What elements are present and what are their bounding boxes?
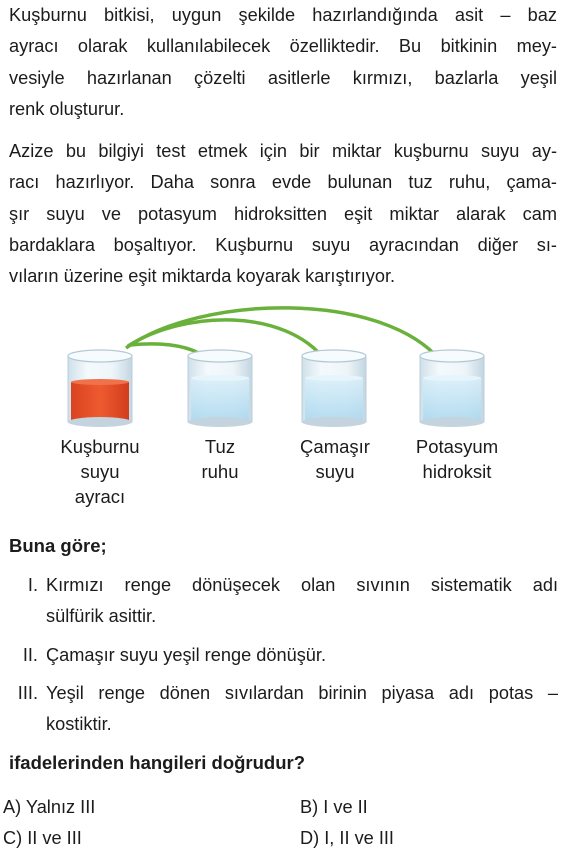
label-line: Potasyum xyxy=(415,436,499,457)
experiment-paragraph xyxy=(9,136,557,292)
option-c[interactable]: C) II ve III xyxy=(3,828,82,848)
experiment-line: Azize bu bilgiyi test etmek için bir miktar kuşburnu suyu ay- xyxy=(9,141,557,161)
label-line: ayracı xyxy=(74,486,126,507)
red-liquid xyxy=(71,382,129,422)
statement-number: I. xyxy=(27,575,38,595)
label-line: Tuz xyxy=(204,436,236,457)
intro-line: ayracı olarak kullanılabilecek özelliktedir. Bu bitkinin mey- xyxy=(9,36,557,57)
statement-line: Kırmızı renge dönüşecek olan sıvının sistematik adı xyxy=(46,575,558,595)
label-line: Çamaşır xyxy=(300,436,370,457)
label-potasyum-hidroksit xyxy=(402,434,512,484)
statement-line: kostiktir. xyxy=(46,714,112,734)
statement-number: III. xyxy=(17,683,38,703)
beaker-camasir-suyu xyxy=(302,350,366,427)
label-line: suyu xyxy=(80,461,120,482)
statement-line: sülfürik asittir. xyxy=(46,606,157,626)
option-a[interactable]: A) Yalnız III xyxy=(3,797,96,817)
statement-line: Yeşil renge dönen sıvılardan birinin piyasa adı potas – xyxy=(46,683,558,703)
statement-3 xyxy=(0,678,566,740)
prompt-text: Buna göre; xyxy=(9,535,107,556)
label-camasir-suyu xyxy=(290,434,380,484)
label-line: Kuşburnu xyxy=(60,436,140,457)
label-line: suyu xyxy=(315,461,355,482)
experiment-line: racı hazırlıyor. Daha sonra evde bulunan tuz ruhu, çama- xyxy=(9,172,557,193)
beaker-tuz-ruhu xyxy=(188,350,252,427)
experiment-line: şır suyu ve potasyum hidroksitten eşit miktar alarak cam xyxy=(9,203,557,224)
intro-line: renk oluşturur. xyxy=(9,98,125,119)
label-tuz-ruhu xyxy=(180,434,260,484)
beaker-indicator xyxy=(68,350,132,427)
intro-line: vesiyle hazırlanan çözelti asitlerle kırmızı, bazlarla yeşil xyxy=(9,67,557,88)
statement-line: Çamaşır suyu yeşil renge dönüşür. xyxy=(46,645,327,665)
arrow-to-potasyum-hidroksit xyxy=(126,308,440,360)
question-text: ifadelerinden hangileri doğrudur? xyxy=(9,752,306,773)
label-indicator xyxy=(50,434,150,509)
intro-line: Kuşburnu bitkisi, uygun şekilde hazırlandığında asit – baz xyxy=(9,5,557,25)
experiment-line: vıların üzerine eşit miktarda koyarak karıştırıyor. xyxy=(9,266,396,287)
option-b[interactable]: B) I ve II xyxy=(300,797,368,817)
statement-number: II. xyxy=(22,645,38,665)
label-line: ruhu xyxy=(201,461,239,482)
statement-2 xyxy=(0,640,566,671)
beaker-potasyum-hidroksit xyxy=(420,350,484,427)
statement-1 xyxy=(0,570,566,632)
intro-paragraph xyxy=(9,0,557,125)
experiment-line: bardaklara boşaltıyor. Kuşburnu suyu ayracından diğer sı- xyxy=(9,234,557,255)
option-d[interactable]: D) I, II ve III xyxy=(300,828,394,848)
label-line: hidroksit xyxy=(422,461,492,482)
